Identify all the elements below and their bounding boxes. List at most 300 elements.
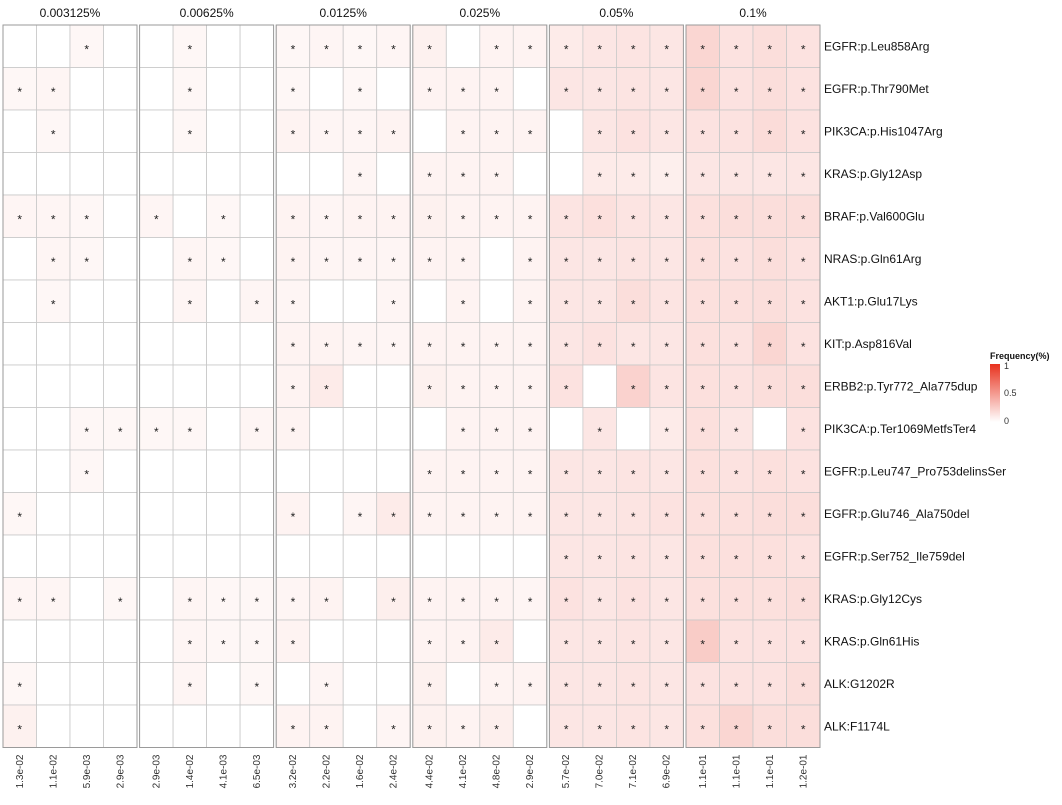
- significance-marker: *: [324, 339, 329, 354]
- significance-marker: *: [117, 594, 123, 609]
- heatmap-cell: [104, 450, 138, 493]
- heatmap-cell: [3, 323, 37, 366]
- heatmap-cell: [104, 535, 138, 578]
- heatmap-cell: [3, 238, 37, 281]
- significance-marker: *: [800, 339, 806, 354]
- heatmap-cell: [513, 620, 547, 663]
- heatmap-cell: [3, 620, 37, 663]
- heatmap-cell: [173, 450, 207, 493]
- significance-marker: *: [733, 127, 739, 142]
- heatmap-cell: [140, 705, 174, 748]
- heatmap-cell: [207, 110, 241, 153]
- significance-marker: *: [700, 679, 706, 694]
- significance-marker: *: [391, 594, 396, 609]
- significance-marker: *: [630, 722, 636, 737]
- heatmap-cell: [377, 153, 411, 196]
- significance-marker: *: [494, 339, 499, 354]
- significance-marker: *: [630, 594, 636, 609]
- heatmap-cell: [37, 323, 71, 366]
- column-label: 6.5e-03: [251, 754, 263, 789]
- heatmap-cell: [37, 153, 71, 196]
- significance-marker: *: [221, 637, 226, 652]
- column-label: 4.1e-03: [218, 754, 230, 789]
- heatmap-cell: [104, 620, 138, 663]
- significance-marker: *: [767, 637, 773, 652]
- significance-marker: *: [700, 637, 706, 652]
- heatmap-cell: [207, 280, 241, 323]
- significance-marker: *: [17, 722, 23, 737]
- heatmap-cell: [207, 663, 241, 706]
- heatmap-cell: [240, 705, 274, 748]
- significance-marker: *: [460, 424, 466, 439]
- heatmap-cell: [70, 620, 104, 663]
- heatmap-cell: [3, 365, 37, 408]
- significance-marker: *: [800, 254, 806, 269]
- heatmap-cell: [343, 663, 377, 706]
- significance-marker: *: [597, 552, 602, 567]
- significance-marker: *: [154, 212, 159, 227]
- heatmap-cell: [276, 153, 310, 196]
- column-label: 1.1e-01: [764, 754, 776, 789]
- heatmap-cell: [140, 663, 174, 706]
- significance-marker: *: [597, 127, 602, 142]
- significance-marker: *: [700, 42, 706, 57]
- heatmap-cell: [70, 663, 104, 706]
- row-label: PIK3CA:p.Ter1069MetfsTer4: [824, 421, 977, 436]
- heatmap-cell: [413, 110, 447, 153]
- significance-marker: *: [187, 42, 193, 57]
- significance-marker: *: [700, 552, 706, 567]
- significance-marker: *: [290, 594, 296, 609]
- heatmap-cell: [140, 68, 174, 111]
- heatmap-cell: [240, 450, 274, 493]
- heatmap-cell: [343, 280, 377, 323]
- heatmap-cell: [37, 620, 71, 663]
- significance-marker: *: [563, 679, 569, 694]
- significance-marker: *: [767, 382, 773, 397]
- significance-marker: *: [117, 424, 123, 439]
- heatmap-cell: [207, 68, 241, 111]
- significance-marker: *: [427, 212, 432, 227]
- panel-title: 0.0125%: [319, 6, 367, 20]
- heatmap-cell: [173, 195, 207, 238]
- significance-marker: *: [630, 42, 636, 57]
- significance-marker: *: [597, 424, 602, 439]
- panel-title: 0.05%: [599, 6, 634, 20]
- significance-marker: *: [324, 594, 329, 609]
- significance-marker: *: [187, 127, 193, 142]
- panel-title: 0.003125%: [39, 6, 101, 20]
- significance-marker: *: [460, 212, 466, 227]
- significance-marker: *: [733, 382, 739, 397]
- column-label: 1.6e-02: [354, 754, 366, 789]
- significance-marker: *: [460, 254, 466, 269]
- column-label: 2.9e-03: [151, 754, 163, 789]
- heatmap-cell: [240, 323, 274, 366]
- heatmap-cell: [37, 25, 71, 68]
- significance-marker: *: [700, 169, 706, 184]
- significance-marker: *: [494, 509, 499, 524]
- significance-marker: *: [630, 679, 636, 694]
- significance-marker: *: [563, 382, 569, 397]
- significance-marker: *: [767, 127, 773, 142]
- significance-marker: *: [733, 42, 739, 57]
- column-label: 1.2e-01: [798, 754, 810, 789]
- significance-marker: *: [527, 467, 533, 482]
- significance-marker: *: [630, 297, 636, 312]
- heatmap-cell: [37, 365, 71, 408]
- significance-marker: *: [290, 84, 296, 99]
- significance-marker: *: [391, 722, 396, 737]
- column-label: 7.0e-02: [594, 754, 606, 789]
- heatmap-cell: [310, 408, 344, 451]
- significance-marker: *: [563, 552, 569, 567]
- significance-marker: *: [700, 722, 706, 737]
- heatmap-cell: [37, 408, 71, 451]
- significance-marker: *: [254, 424, 260, 439]
- heatmap-cell: [240, 238, 274, 281]
- significance-marker: *: [494, 467, 499, 482]
- significance-marker: *: [527, 679, 533, 694]
- significance-marker: *: [84, 42, 90, 57]
- significance-marker: *: [597, 212, 602, 227]
- column-label: 2.4e-02: [388, 754, 400, 789]
- heatmap-cell: [413, 535, 447, 578]
- heatmap-cell: [207, 450, 241, 493]
- significance-marker: *: [187, 594, 193, 609]
- significance-marker: *: [733, 297, 739, 312]
- column-label: 1.1e-02: [48, 754, 60, 789]
- heatmap-cell: [207, 25, 241, 68]
- significance-marker: *: [527, 297, 533, 312]
- column-label: 7.1e-02: [628, 754, 640, 789]
- significance-marker: *: [664, 679, 669, 694]
- significance-marker: *: [324, 679, 329, 694]
- significance-marker: *: [494, 212, 499, 227]
- heatmap-cell: [616, 408, 650, 451]
- significance-marker: *: [391, 509, 396, 524]
- significance-marker: *: [84, 254, 90, 269]
- heatmap-cell: [310, 535, 344, 578]
- significance-marker: *: [733, 169, 739, 184]
- significance-marker: *: [563, 509, 569, 524]
- significance-marker: *: [391, 212, 396, 227]
- heatmap-cell: [343, 620, 377, 663]
- significance-marker: *: [221, 594, 226, 609]
- significance-marker: *: [357, 84, 363, 99]
- significance-marker: *: [563, 42, 569, 57]
- heatmap-cell: [70, 493, 104, 536]
- significance-marker: *: [254, 637, 260, 652]
- significance-marker: *: [700, 382, 706, 397]
- significance-marker: *: [630, 127, 636, 142]
- significance-marker: *: [767, 84, 773, 99]
- significance-marker: *: [664, 424, 669, 439]
- panel-title: 0.1%: [739, 6, 767, 20]
- heatmap-cell: [377, 450, 411, 493]
- significance-marker: *: [664, 722, 669, 737]
- heatmap-cell: [140, 493, 174, 536]
- row-label: KRAS:p.Gln61His: [824, 634, 920, 649]
- column-label: 3.2e-02: [287, 754, 299, 789]
- significance-marker: *: [597, 467, 602, 482]
- significance-marker: *: [324, 382, 329, 397]
- heatmap-cell: [377, 365, 411, 408]
- heatmap-cell: [3, 408, 37, 451]
- heatmap-cell: [104, 110, 138, 153]
- heatmap-cell: [343, 450, 377, 493]
- significance-marker: *: [664, 297, 669, 312]
- significance-marker: *: [221, 254, 226, 269]
- heatmap-cell: [310, 493, 344, 536]
- heatmap-cell: [446, 25, 480, 68]
- heatmap-cell: [207, 493, 241, 536]
- significance-marker: *: [597, 42, 602, 57]
- heatmap-cell: [173, 323, 207, 366]
- significance-marker: *: [800, 169, 806, 184]
- heatmap-cell: [3, 153, 37, 196]
- column-label: 4.8e-02: [491, 754, 503, 789]
- significance-marker: *: [800, 552, 806, 567]
- significance-marker: *: [324, 212, 329, 227]
- heatmap-cell: [207, 365, 241, 408]
- significance-marker: *: [800, 212, 806, 227]
- significance-marker: *: [391, 127, 396, 142]
- row-label: EGFR:p.Leu747_Pro753delinsSer: [824, 464, 1007, 479]
- significance-marker: *: [427, 42, 432, 57]
- significance-marker: *: [800, 679, 806, 694]
- significance-marker: *: [527, 382, 533, 397]
- heatmap-cell: [343, 705, 377, 748]
- significance-marker: *: [84, 212, 90, 227]
- heatmap-cell: [413, 280, 447, 323]
- significance-marker: *: [494, 127, 499, 142]
- heatmap-cell: [207, 153, 241, 196]
- heatmap-cell: [3, 280, 37, 323]
- significance-marker: *: [700, 212, 706, 227]
- heatmap-cell: [140, 323, 174, 366]
- color-legend: [990, 351, 1050, 426]
- significance-marker: *: [630, 254, 636, 269]
- significance-marker: *: [460, 594, 466, 609]
- heatmap-cell: [240, 365, 274, 408]
- significance-marker: *: [630, 169, 636, 184]
- heatmap-cell: [480, 238, 514, 281]
- significance-marker: *: [460, 127, 466, 142]
- heatmap-cell: [3, 535, 37, 578]
- significance-marker: *: [494, 84, 499, 99]
- column-label: 1.4e-02: [184, 754, 196, 789]
- row-label: ALK:F1174L: [824, 719, 890, 734]
- heatmap-cell: [37, 535, 71, 578]
- significance-marker: *: [630, 552, 636, 567]
- heatmap-cell: [173, 365, 207, 408]
- significance-marker: *: [357, 254, 363, 269]
- heatmap-cell: [446, 663, 480, 706]
- significance-marker: *: [460, 84, 466, 99]
- significance-marker: *: [50, 254, 56, 269]
- significance-marker: *: [187, 297, 193, 312]
- significance-marker: *: [630, 509, 636, 524]
- significance-marker: *: [357, 509, 363, 524]
- legend-tick-label: 1: [1004, 361, 1010, 371]
- heatmap-cell: [513, 153, 547, 196]
- panel-title: 0.025%: [459, 6, 501, 20]
- significance-marker: *: [494, 382, 499, 397]
- heatmap-cell: [513, 535, 547, 578]
- significance-marker: *: [527, 339, 533, 354]
- significance-marker: *: [527, 254, 533, 269]
- significance-marker: *: [597, 339, 602, 354]
- significance-marker: *: [800, 637, 806, 652]
- significance-marker: *: [767, 594, 773, 609]
- heatmap-cell: [240, 153, 274, 196]
- significance-marker: *: [494, 424, 499, 439]
- heatmap-cell: [140, 578, 174, 621]
- heatmap-cell: [104, 238, 138, 281]
- heatmap-cell: [173, 493, 207, 536]
- column-label: 4.1e-02: [458, 754, 470, 789]
- significance-marker: *: [597, 509, 602, 524]
- significance-marker: *: [324, 254, 329, 269]
- heatmap-cell: [240, 493, 274, 536]
- significance-marker: *: [664, 552, 669, 567]
- significance-marker: *: [700, 467, 706, 482]
- heatmap-cell: [37, 450, 71, 493]
- significance-marker: *: [630, 212, 636, 227]
- significance-marker: *: [50, 594, 56, 609]
- significance-marker: *: [597, 84, 602, 99]
- heatmap-cell: [377, 408, 411, 451]
- heatmap-cell: [276, 450, 310, 493]
- heatmap-cell: [310, 68, 344, 111]
- significance-marker: *: [187, 679, 193, 694]
- significance-marker: *: [664, 637, 669, 652]
- significance-marker: *: [630, 382, 636, 397]
- significance-marker: *: [664, 467, 669, 482]
- significance-marker: *: [664, 254, 669, 269]
- significance-marker: *: [767, 254, 773, 269]
- significance-marker: *: [527, 127, 533, 142]
- significance-marker: *: [17, 212, 23, 227]
- significance-marker: *: [700, 424, 706, 439]
- legend-tick-label: 0.5: [1004, 388, 1017, 398]
- significance-marker: *: [527, 42, 533, 57]
- significance-marker: *: [391, 339, 396, 354]
- significance-marker: *: [494, 722, 499, 737]
- significance-marker: *: [50, 84, 56, 99]
- heatmap-cell: [173, 705, 207, 748]
- significance-marker: *: [50, 297, 56, 312]
- significance-marker: *: [767, 552, 773, 567]
- significance-marker: *: [460, 509, 466, 524]
- significance-marker: *: [767, 42, 773, 57]
- significance-marker: *: [254, 297, 260, 312]
- heatmap-cell: [70, 280, 104, 323]
- heatmap-cell: [207, 535, 241, 578]
- significance-marker: *: [187, 84, 193, 99]
- legend-colorbar: [990, 364, 1000, 422]
- significance-marker: *: [427, 679, 432, 694]
- significance-marker: *: [630, 467, 636, 482]
- heatmap-cell: [377, 535, 411, 578]
- heatmap-cell: [173, 535, 207, 578]
- significance-marker: *: [767, 679, 773, 694]
- significance-marker: *: [733, 212, 739, 227]
- heatmap-cell: [104, 195, 138, 238]
- heatmap-cell: [343, 578, 377, 621]
- heatmap-cell: [37, 493, 71, 536]
- significance-marker: *: [427, 339, 432, 354]
- column-label: 1.1e-01: [731, 754, 743, 789]
- heatmap-cell: [140, 153, 174, 196]
- significance-marker: *: [733, 339, 739, 354]
- heatmap-cell: [753, 408, 787, 451]
- significance-marker: *: [664, 84, 669, 99]
- row-label: KRAS:p.Gly12Asp: [824, 166, 923, 181]
- heatmap-cell: [140, 450, 174, 493]
- heatmap-cell: [377, 620, 411, 663]
- significance-marker: *: [84, 424, 90, 439]
- heatmap-cell: [3, 25, 37, 68]
- significance-marker: *: [460, 169, 466, 184]
- significance-marker: *: [17, 594, 23, 609]
- heatmap-cell: [240, 110, 274, 153]
- significance-marker: *: [187, 254, 193, 269]
- heatmap-cell: [140, 25, 174, 68]
- heatmap-cell: [104, 280, 138, 323]
- significance-marker: *: [767, 169, 773, 184]
- heatmap-cell: [37, 663, 71, 706]
- significance-marker: *: [800, 467, 806, 482]
- heatmap-cell: [70, 365, 104, 408]
- significance-marker: *: [527, 594, 533, 609]
- significance-marker: *: [700, 509, 706, 524]
- significance-marker: *: [563, 297, 569, 312]
- significance-marker: *: [800, 722, 806, 737]
- significance-marker: *: [290, 382, 296, 397]
- heatmap-cell: [70, 705, 104, 748]
- heatmap-cell: [480, 535, 514, 578]
- heatmap-cell: [240, 195, 274, 238]
- heatmap-cell: [207, 705, 241, 748]
- significance-marker: *: [391, 297, 396, 312]
- heatmap-cell: [310, 153, 344, 196]
- row-label: BRAF:p.Val600Glu: [824, 209, 925, 224]
- heatmap-cell: [549, 110, 583, 153]
- significance-marker: *: [630, 637, 636, 652]
- significance-marker: *: [460, 297, 466, 312]
- column-label: 4.4e-02: [424, 754, 436, 789]
- column-label: 6.9e-02: [661, 754, 673, 789]
- row-label: ALK:G1202R: [824, 676, 895, 691]
- significance-marker: *: [630, 339, 636, 354]
- heatmap-cell: [140, 365, 174, 408]
- heatmap-cell: [140, 535, 174, 578]
- significance-marker: *: [290, 254, 296, 269]
- significance-marker: *: [563, 594, 569, 609]
- panel-title: 0.00625%: [179, 6, 234, 20]
- significance-marker: *: [527, 424, 533, 439]
- significance-marker: *: [324, 42, 329, 57]
- heatmap-cell: [104, 365, 138, 408]
- significance-marker: *: [460, 467, 466, 482]
- heatmap-cell: [377, 663, 411, 706]
- significance-marker: *: [427, 84, 432, 99]
- heatmap-cell: [104, 493, 138, 536]
- heatmap-cell: [446, 535, 480, 578]
- heatmap-cell: [343, 365, 377, 408]
